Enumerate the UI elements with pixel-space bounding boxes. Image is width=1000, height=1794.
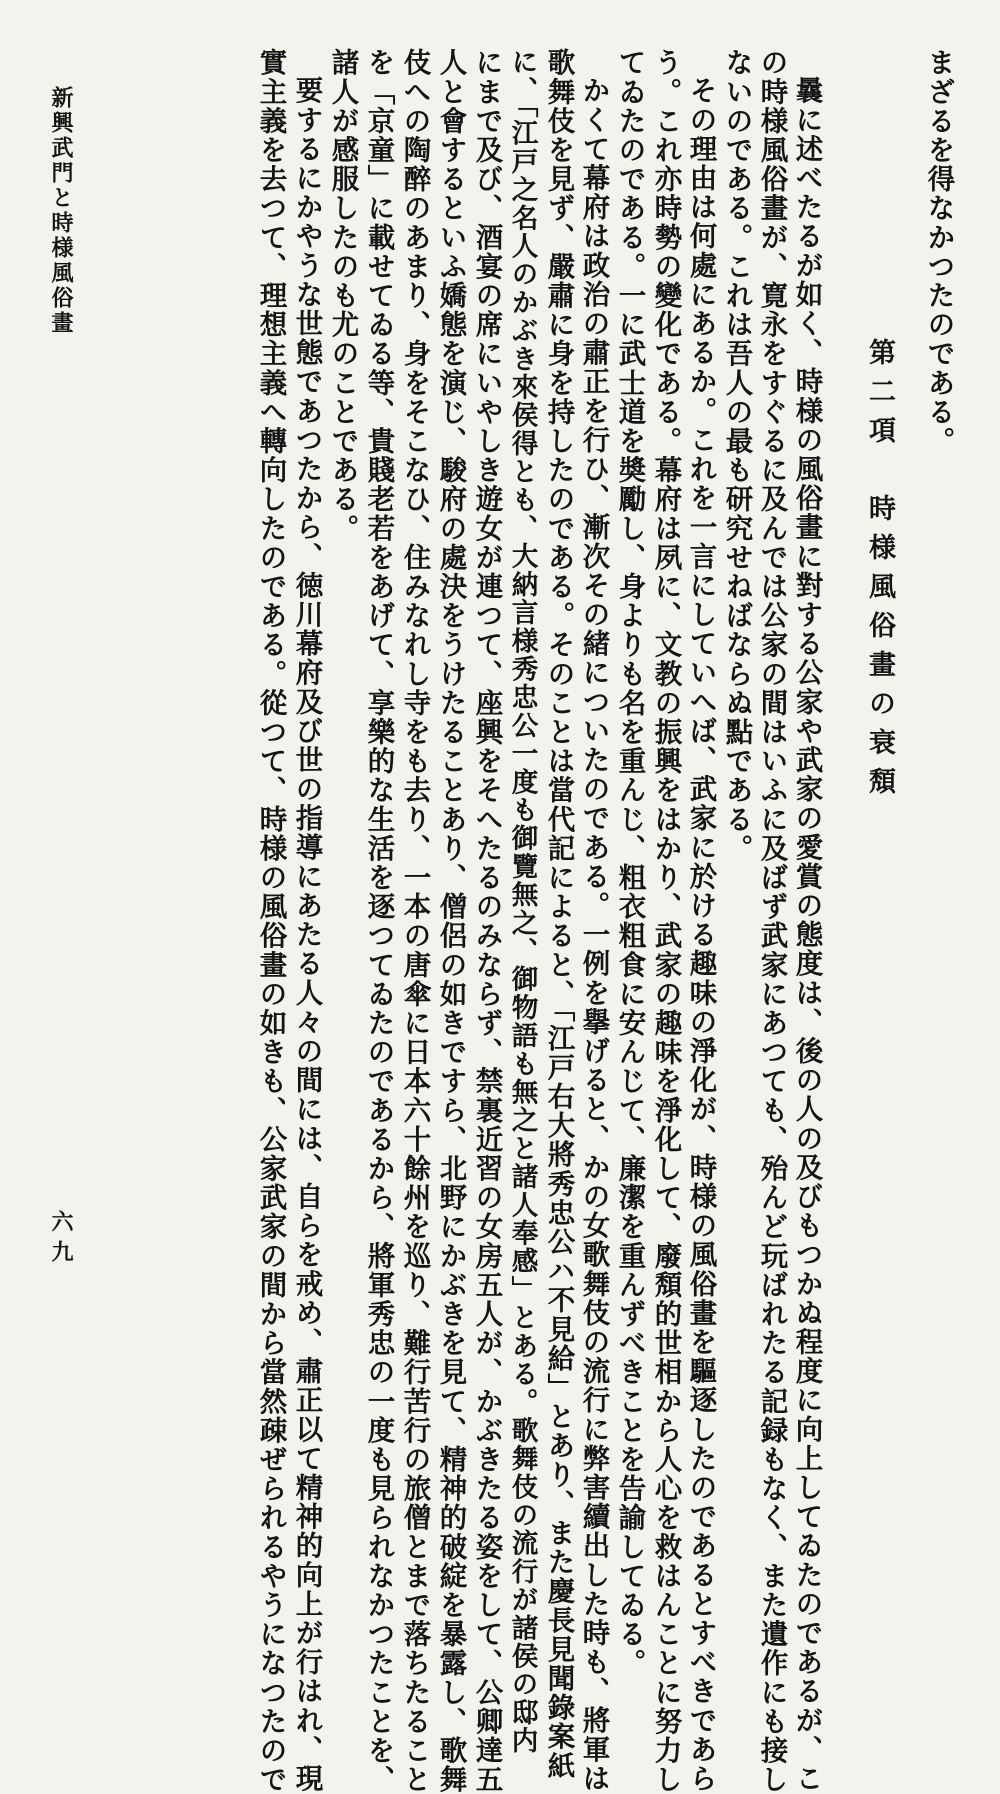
text-column-4: ないのである。これは吾人の最も研究せねばならぬ點である。 bbox=[720, 48, 753, 863]
text-column-6: う。これ亦時勢の變化である。幕府は夙に、文教の振興をはかり、武家の趣味を淨化して、廢頽的世相から人心を救はんことに努力し bbox=[649, 48, 682, 1794]
text-column-16: 要するにかやうな世態であつたから、徳川幕府及び世の指導にあたる人々の間には、自らを戒め、肅正以て精神的向上が行はれ、現 bbox=[290, 76, 323, 1793]
text-column-1: まざるを得なかつたのである。 bbox=[922, 48, 955, 456]
text-column-14: を「京童」に載せてゐる等、貴賤老若をあげて、享樂的な生活を逐つてゐたのであるから、將軍秀忠の一度も見られなかつたことを、 bbox=[362, 48, 395, 1794]
text-column-5: その理由は何處にあるか。これを一言にしていへば、武家に於ける趣味の淨化が、時様の風俗畫を驅逐したのであるとすべきであら bbox=[684, 76, 717, 1793]
text-column-9: 歌舞伎を見ず、嚴肅に身を持したのである。そのことは當代記によると、「江戸右大將秀忠公ハ不見給」とあり、また慶長見聞錄案紙 bbox=[542, 48, 575, 1781]
text-column-10: に、「江戸之名人のかぶき來侯得とも、大納言様秀忠公一度も御覽無之、御物語も無之と諸人奉感」とある。歌舞伎の流行が諸侯の邸内 bbox=[506, 48, 538, 1755]
text-column-15: 諸人が感服したのも尤のことである。 bbox=[326, 48, 359, 543]
text-column-2: 曩に述べたるが如く、時様の風俗畫に對する公家や武家の愛賞の態度は、後の人の及びもつかぬ程度に向上してゐたのであるが、こ bbox=[790, 76, 823, 1793]
text-column-7: てゐたのである。一に武士道を奬勵し、身よりも名を重んじ、粗衣粗食に安んじて、廉潔を重んずべきことを告諭してゐる。 bbox=[613, 48, 646, 1678]
text-column-17: 實主義を去つて、理想主義へ轉向したのである。從つて、時様の風俗畫の如きも、公家武家の間から當然疎ぜられるやうになつたので bbox=[254, 48, 287, 1794]
text-column-3: の時様風俗畫が、寛永をすぐるに及んでは公家の間はいふに及ばず武家にあつても、殆んど玩ばれたる記録もなく、また遺作にも接し bbox=[755, 48, 788, 1794]
text-column-8: かくて幕府は政治の肅正を行ひ、漸次その緒についたのである。一例を擧げると、かの女歌舞伎の流行に弊害續出した時も、將軍は bbox=[577, 76, 610, 1793]
text-column-11: にまで及び、酒宴の席にいやしき遊女が連つて、座興をそへたるのみならず、禁裏近習の女房五人が、かぶきたる姿をして、公卿達五 bbox=[470, 48, 503, 1794]
section-heading: 第二項 時様風俗畫の衰頽 bbox=[864, 338, 895, 806]
page-number: 六九 bbox=[48, 1210, 74, 1270]
text-column-13: 伎への陶醉のあまり、身をそこなひ、住みなれし寺をも去り、一本の唐傘に日本六十餘州を巡り、難行苦行の旅僧とまで落ちたること bbox=[398, 48, 431, 1794]
text-column-12: 人と會するといふ嬌態を演じ、駿府の處決をうけたることあり、僧侶の如きですら、北野にかぶきを見て、精神的破綻を暴露し、歌舞 bbox=[434, 48, 467, 1794]
running-title: 新興武門と時様風俗畫 bbox=[48, 86, 74, 336]
